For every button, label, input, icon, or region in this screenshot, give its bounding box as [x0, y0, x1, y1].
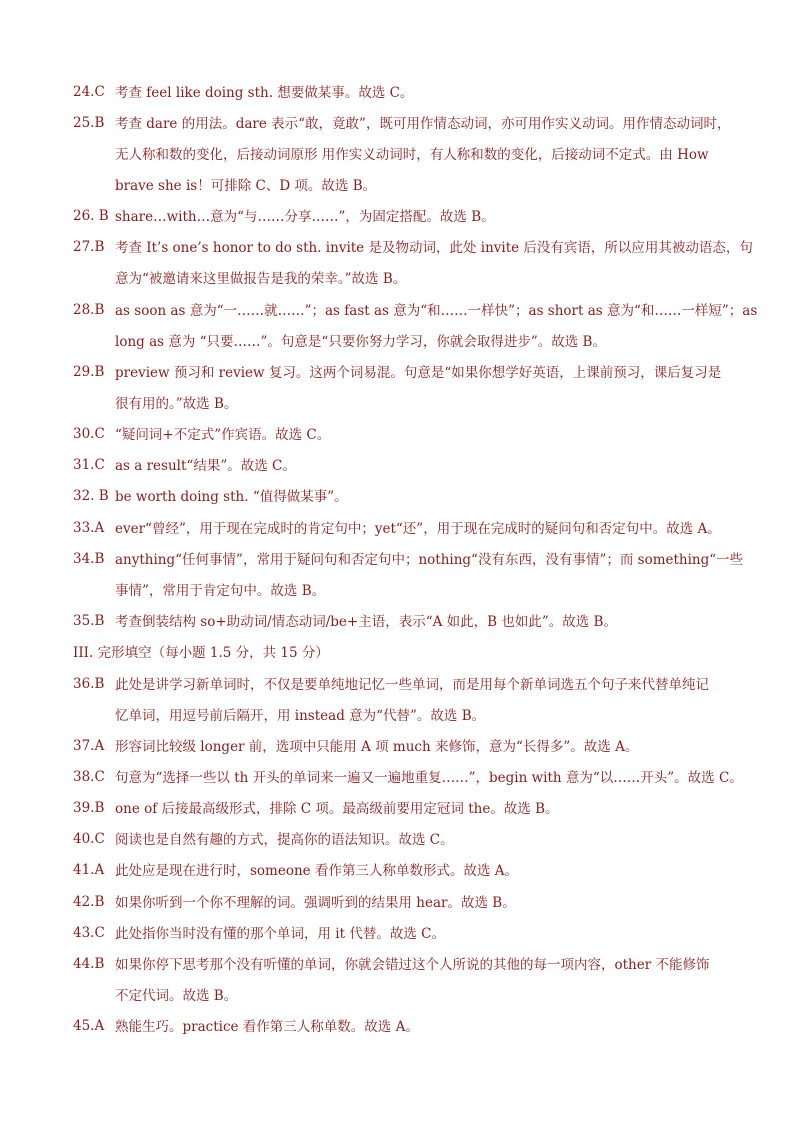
item-text: 此处应是现在进行时，someone 看作第三人称单数形式。故选 A。 — [115, 863, 518, 879]
item-text: 无人称和数的变化，后接动词原形 用作实义动词时，有人称和数的变化，后接动词不定式。由 How — [115, 147, 709, 163]
item-text: 形容词比较级 longer 前，选项中只能用 A 项 much 来修饰，意为“长得多”。故选 A。 — [115, 739, 639, 755]
item-text: be worth doing sth. “值得做某事”。 — [115, 489, 348, 505]
item-number: 45.A — [73, 1018, 105, 1034]
item-number: 28.B — [73, 302, 105, 318]
item-number: 31.C — [73, 457, 105, 473]
item-number: 27.B — [73, 239, 105, 255]
item-text: anything“任何事情”，常用于疑问句和否定句中；nothing“没有东西，没有事情”；而 something“一些 — [115, 552, 744, 568]
item-text: 考查 feel like doing sth. 想要做某事。故选 C。 — [115, 85, 414, 101]
item-text: brave she is！可排除 C、D 项。故选 B。 — [115, 178, 377, 194]
item-number: 41.A — [73, 862, 105, 878]
item-text: preview 预习和 review 复习。这两个词易混。句意是“如果你想学好英语，上课前预习，课后复习是 — [115, 365, 722, 381]
item-text: 此处指你当时没有懂的那个单词，用 it 代替。故选 C。 — [115, 926, 445, 942]
item-number: 30.C — [73, 426, 105, 442]
item-number: 39.B — [73, 800, 105, 816]
item-text: 如果你停下思考那个没有听懂的单词，你就会错过这个人所说的其他的每一项内容，other 不能修饰 — [115, 957, 710, 973]
item-number: 24.C — [73, 84, 105, 100]
item-text: 此处是讲学习新单词时，不仅是要单纯地记忆一些单词，而是用每个新单词选五个句子来代替单纯记 — [115, 677, 709, 693]
item-text: 考查 It’s one’s honor to do sth. invite 是及物动词，此处 invite 后没有宾语，所以应用其被动语态，句 — [115, 240, 753, 256]
item-text: 熟能生巧。practice 看作第三人称单数。故选 A。 — [115, 1019, 419, 1035]
item-number: 34.B — [73, 551, 105, 567]
item-text: as soon as 意为“一……就……”；as fast as 意为“和……一样快”；as short as 意为“和……一样短”；as — [115, 303, 758, 319]
item-text: 考查倒装结构 so+助动词/情态动词/be+主语，表示“A 如此，B 也如此”。故选 B。 — [115, 614, 617, 630]
item-text: “疑问词+不定式”作宾语。故选 C。 — [115, 427, 331, 443]
item-number: 35.B — [73, 613, 105, 629]
item-text: 阅读也是自然有趣的方式，提高你的语法知识。故选 C。 — [115, 832, 454, 848]
item-text: 忆单词，用逗号前后隔开，用 instead 意为“代替”。故选 B。 — [115, 708, 486, 724]
item-number: 36.B — [73, 676, 105, 692]
item-text: 考查 dare 的用法。dare 表示“敢，竟敢”，既可用作情态动词，亦可用作实义动词。用作情态动词时， — [115, 116, 731, 132]
item-text: 不定代词。故选 B。 — [115, 988, 238, 1004]
item-number: 44.B — [73, 956, 105, 972]
item-text: as a result“结果”。故选 C。 — [115, 458, 296, 474]
item-text: 意为“被邀请来这里做报告是我的荣幸。”故选 B。 — [115, 271, 407, 287]
item-number: 43.C — [73, 925, 105, 941]
item-text: long as 意为 “只要……”。句意是“只要你努力学习，你就会取得进步”。故选 B。 — [115, 334, 606, 350]
item-text: 如果你听到一个你不理解的词。强调听到的结果用 hear。故选 B。 — [115, 895, 516, 911]
item-number: 37.A — [73, 738, 105, 754]
item-number: 33.A — [73, 520, 105, 536]
item-text: 句意为“选择一些以 th 开头的单词来一遍又一遍地重复……”，begin with 意为“以……开头”。故选 C。 — [115, 770, 743, 786]
item-text: ever“曾经”，用于现在完成时的肯定句中；yet“还”，用于现在完成时的疑问句和否定句中。故选 A。 — [115, 521, 721, 537]
item-number: 42.B — [73, 894, 105, 910]
item-text: 很有用的。”故选 B。 — [115, 396, 238, 412]
item-number: 29.B — [73, 364, 105, 380]
item-number: 32. B — [73, 488, 109, 504]
section-title: III. 完形填空（每小题 1.5 分，共 15 分） — [73, 645, 329, 661]
item-text: one of 后接最高级形式，排除 C 项。最高级前要用定冠词 the。故选 B。 — [115, 801, 559, 817]
item-number: 38.C — [73, 769, 105, 785]
item-number: 25.B — [73, 115, 105, 131]
item-number: 26. B — [73, 208, 109, 224]
item-number: 40.C — [73, 831, 105, 847]
item-text: 事情”，常用于肯定句中。故选 B。 — [115, 583, 326, 599]
item-text: share…with…意为“与……分享……”，为固定搭配。故选 B。 — [115, 209, 495, 225]
